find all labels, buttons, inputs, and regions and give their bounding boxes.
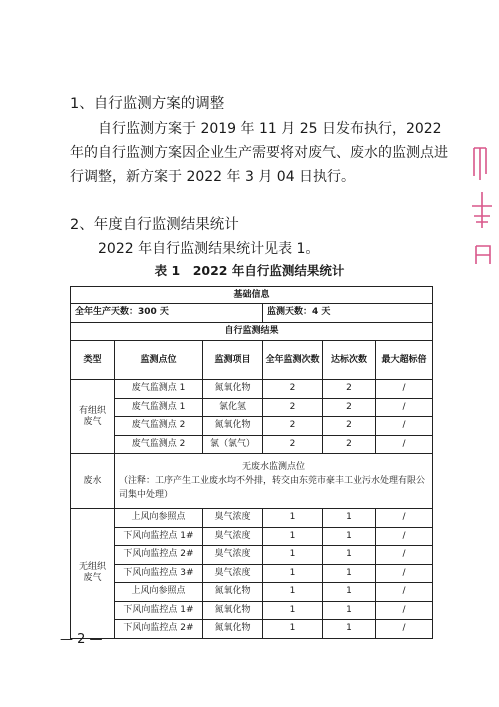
cell-count: 2 xyxy=(263,435,323,454)
table-row xyxy=(71,417,433,436)
section1-paragraph: 自行监测方案于 2019 年 11 月 25 日发布执行，2022 年的自行监测方案因企业生产需要将对废气、废水的监测点进行调整，新方案于 2022 年 3 月 04 日执行。 xyxy=(70,121,448,185)
table-row xyxy=(71,380,433,399)
cell-max: / xyxy=(376,527,433,546)
cell-pass: 1 xyxy=(323,601,376,620)
section1-heading: 1、自行监测方案的调整 xyxy=(70,96,225,112)
table-row xyxy=(71,546,433,565)
cell-point: 废气监测点 1 xyxy=(115,380,203,399)
cell-item: 氯（氯气） xyxy=(203,435,263,454)
cell-pass: 2 xyxy=(323,380,376,399)
table-row xyxy=(71,527,433,546)
cell-pass: 2 xyxy=(323,435,376,454)
cell-max: / xyxy=(376,398,433,417)
monitoring-results-table xyxy=(70,286,433,639)
type-organized: 有组织废气 xyxy=(71,380,115,454)
cell-max: / xyxy=(376,564,433,583)
header-count: 全年监测次数 xyxy=(263,341,323,380)
wastewater-comment: （注释：工序产生工业废水均不外排，转交由东莞市豪丰工业污水处理有限公司集中处理） xyxy=(119,476,426,500)
cell-point: 下风向监控点 3# xyxy=(115,564,203,583)
table-row xyxy=(71,564,433,583)
header-point: 监测点位 xyxy=(115,341,203,380)
cell-count: 1 xyxy=(263,509,323,528)
section2-paragraph: 2022 年自行监测结果统计见表 1。 xyxy=(98,241,320,257)
cell-max: / xyxy=(376,583,433,602)
cell-pass: 1 xyxy=(323,620,376,639)
cell-count: 1 xyxy=(263,527,323,546)
cell-count: 2 xyxy=(263,417,323,436)
cell-pass: 1 xyxy=(323,527,376,546)
wastewater-note: 无废水监测点位 xyxy=(242,462,306,472)
cell-max: / xyxy=(376,417,433,436)
table-row xyxy=(71,620,433,639)
table-row xyxy=(71,454,433,509)
cell-point: 下风向监控点 2# xyxy=(115,546,203,565)
cell-point: 下风向监控点 2# xyxy=(115,620,203,639)
cell-point: 废气监测点 2 xyxy=(115,435,203,454)
cell-max: / xyxy=(376,435,433,454)
cell-item: 氮氧化物 xyxy=(203,620,263,639)
basic-info-title: 基础信息 xyxy=(71,287,433,304)
table-row xyxy=(71,509,433,528)
cell-item: 臭气浓度 xyxy=(203,509,263,528)
cell-item: 氮氧化物 xyxy=(203,417,263,436)
cell-count: 1 xyxy=(263,620,323,639)
cell-count: 1 xyxy=(263,546,323,565)
type-unorganized: 无组织废气 xyxy=(71,509,115,639)
seal-stamp xyxy=(466,118,496,268)
cell-count: 1 xyxy=(263,601,323,620)
header-type: 类型 xyxy=(71,341,115,380)
cell-point: 下风向监控点 1# xyxy=(115,601,203,620)
cell-item: 臭气浓度 xyxy=(203,546,263,565)
cell-max: / xyxy=(376,509,433,528)
cell-pass: 1 xyxy=(323,583,376,602)
cell-point: 废气监测点 2 xyxy=(115,417,203,436)
cell-max: / xyxy=(376,546,433,565)
section2-heading: 2、年度自行监测结果统计 xyxy=(70,217,239,233)
table-caption: 表 1 2022 年自行监测结果统计 xyxy=(154,263,345,278)
cell-max: / xyxy=(376,620,433,639)
cell-count: 1 xyxy=(263,583,323,602)
cell-count: 2 xyxy=(263,380,323,399)
cell-item: 氮氧化物 xyxy=(203,583,263,602)
cell-point: 下风向监控点 1# xyxy=(115,527,203,546)
cell-pass: 1 xyxy=(323,564,376,583)
cell-item: 臭气浓度 xyxy=(203,564,263,583)
type-wastewater: 废水 xyxy=(71,454,115,509)
cell-point: 废气监测点 1 xyxy=(115,398,203,417)
production-days: 全年生产天数：300 天 xyxy=(71,304,263,323)
cell-point: 上风向参照点 xyxy=(115,583,203,602)
results-title: 自行监测结果 xyxy=(71,322,433,341)
cell-pass: 2 xyxy=(323,398,376,417)
cell-max: / xyxy=(376,380,433,399)
cell-item: 氯化氢 xyxy=(203,398,263,417)
cell-pass: 1 xyxy=(323,509,376,528)
cell-pass: 2 xyxy=(323,417,376,436)
table-row xyxy=(71,583,433,602)
table-row xyxy=(71,435,433,454)
cell-item: 氮氧化物 xyxy=(203,601,263,620)
cell-item: 氮氧化物 xyxy=(203,380,263,399)
page-number: — 2 — xyxy=(60,632,103,647)
cell-max: / xyxy=(376,601,433,620)
header-item: 监测项目 xyxy=(203,341,263,380)
table-row xyxy=(71,398,433,417)
cell-item: 臭气浓度 xyxy=(203,527,263,546)
header-max: 最大超标倍 xyxy=(376,341,433,380)
table-row xyxy=(71,601,433,620)
header-pass: 达标次数 xyxy=(323,341,376,380)
cell-pass: 1 xyxy=(323,546,376,565)
cell-count: 1 xyxy=(263,564,323,583)
monitoring-days: 监测天数：4 天 xyxy=(263,304,433,323)
cell-count: 2 xyxy=(263,398,323,417)
cell-point: 上风向参照点 xyxy=(115,509,203,528)
